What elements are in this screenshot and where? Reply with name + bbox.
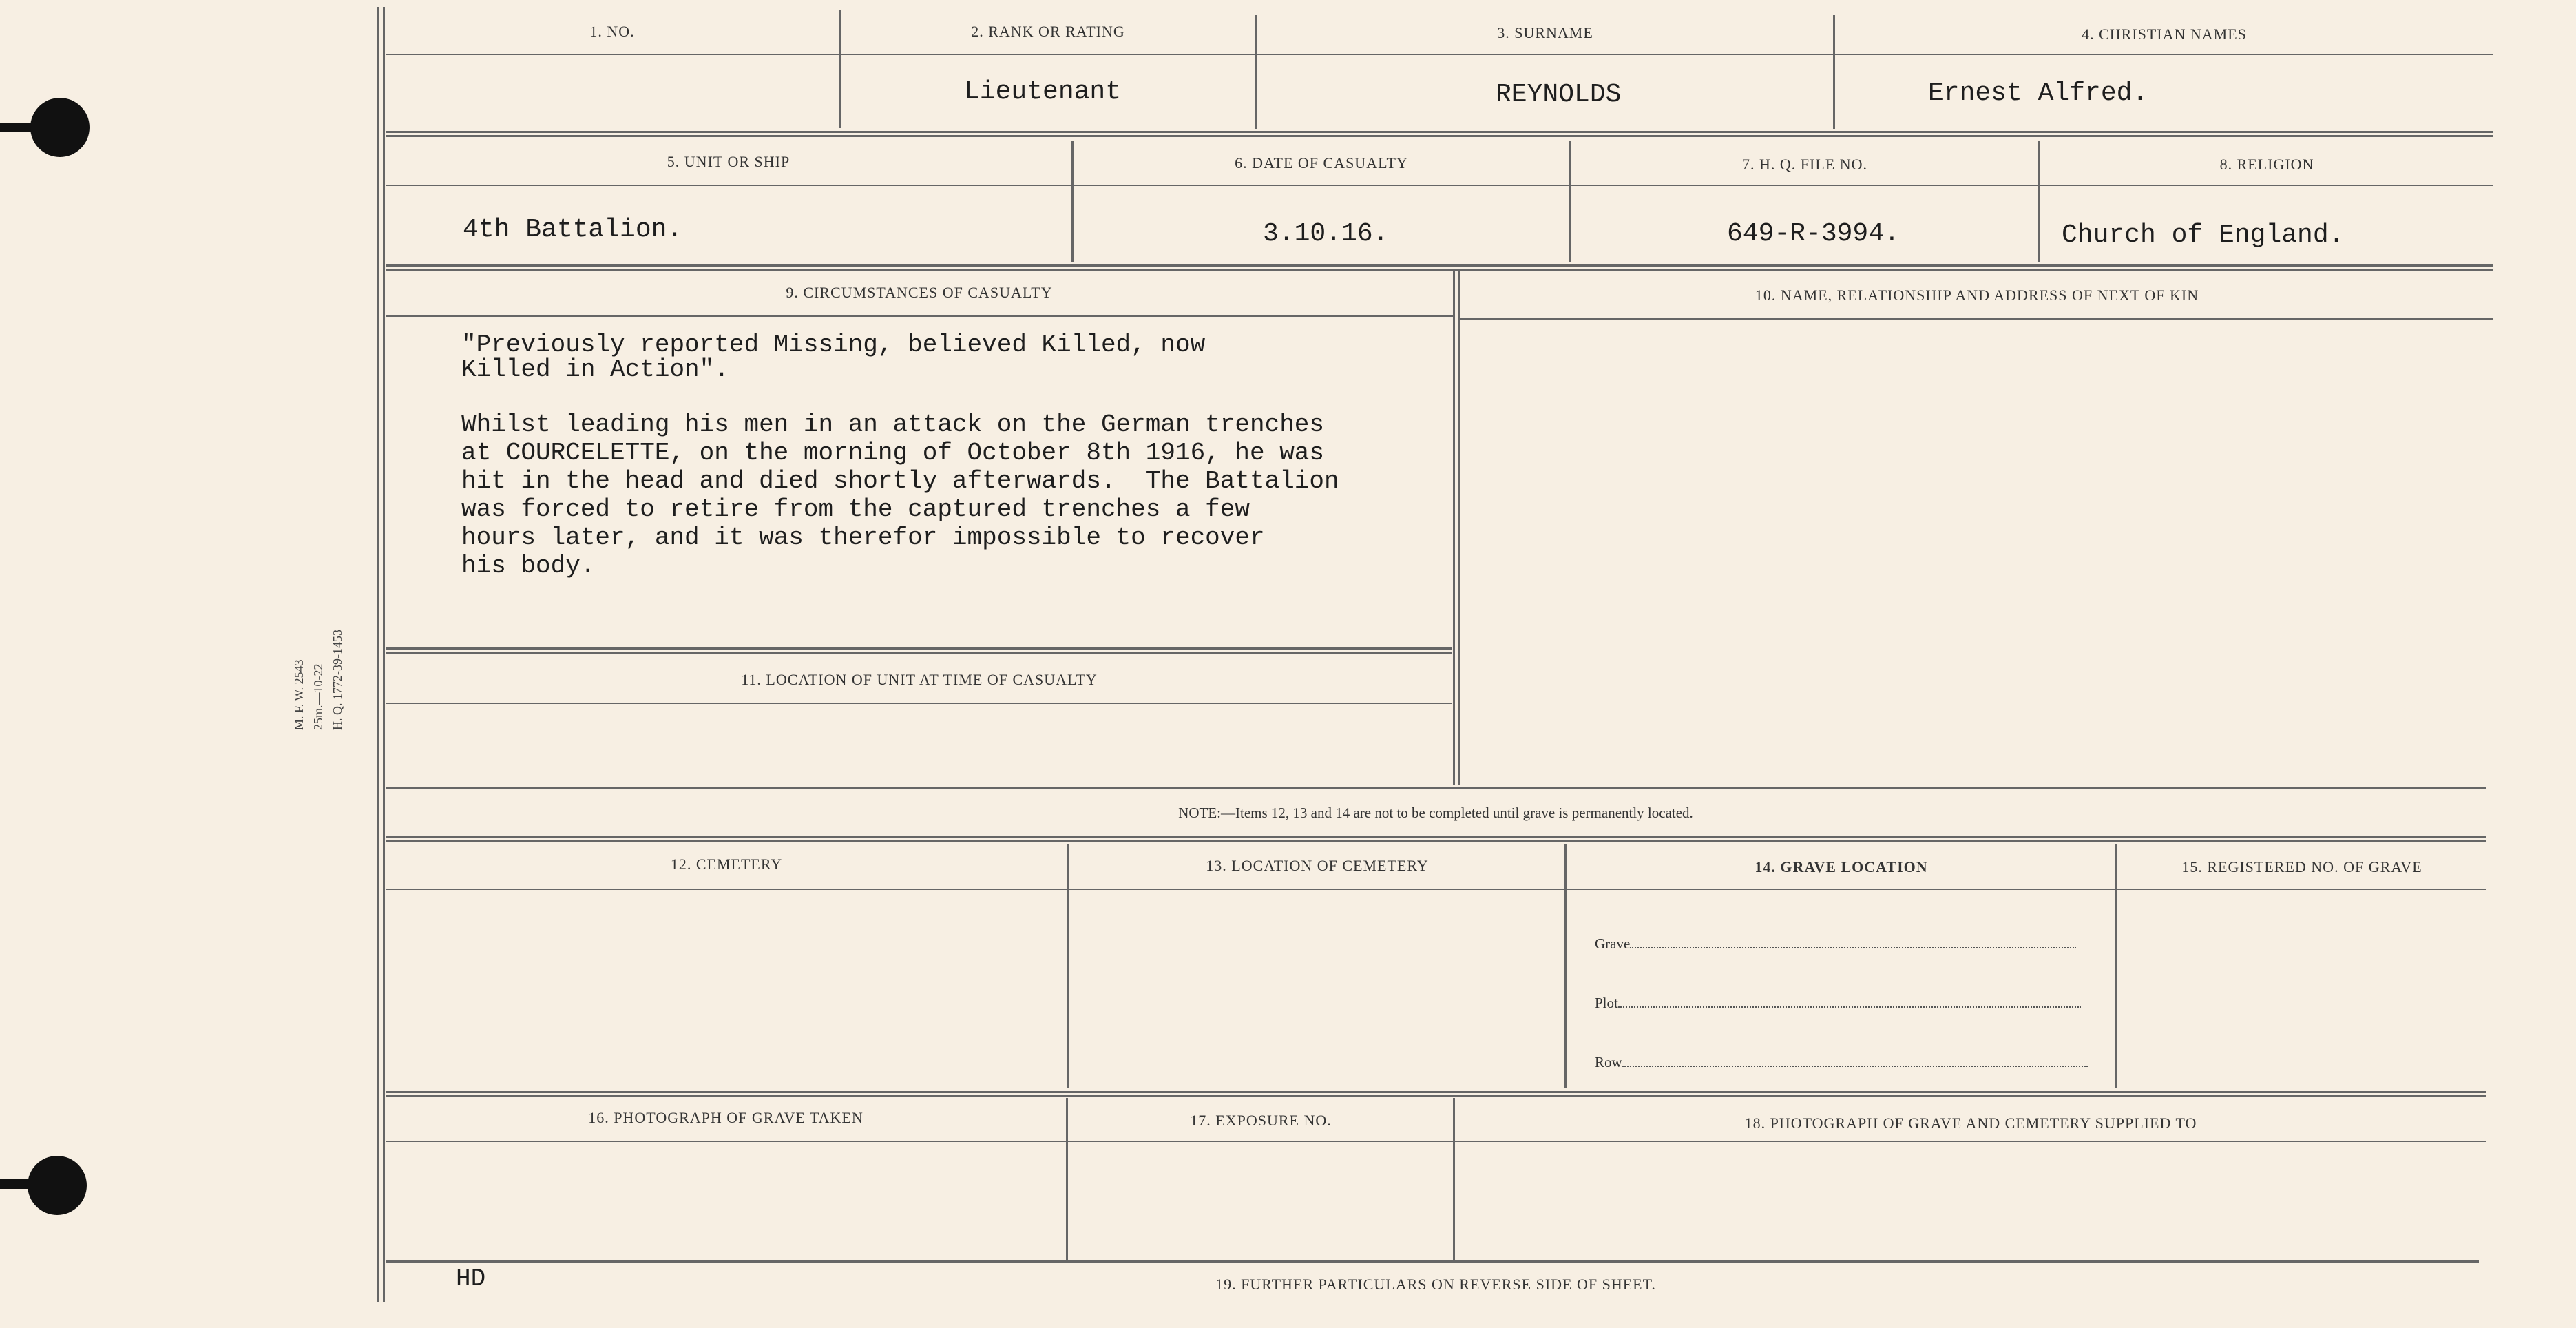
field-14-label: 14. GRAVE LOCATION: [1755, 858, 1928, 875]
row5-divider-1: [1067, 844, 1069, 1088]
field-7-label: 7. H. Q. FILE NO.: [1742, 156, 1867, 173]
note-bottom-rule: [386, 836, 2486, 842]
unit-value: 4th Battalion.: [463, 215, 683, 245]
form-code-line-2: 25m.—10-22: [311, 663, 325, 730]
plot-label: Plot: [1595, 995, 1618, 1011]
row1-bottom-rule: [386, 131, 2493, 137]
row1-header-rule: [386, 54, 2493, 55]
circumstances-line: hours later, and it was therefor impossible to recover: [461, 523, 1265, 552]
note-text: NOTE:—Items 12, 13 and 14 are not to be completed until grave is permanently located.: [1178, 805, 1693, 821]
row6-header-rule: [386, 1141, 2486, 1142]
form-code: [289, 592, 427, 730]
grave-label: Grave: [1595, 935, 1631, 952]
circumstances-line: Killed in Action".: [461, 355, 729, 384]
row6-bottom-rule: [386, 1260, 2479, 1263]
circumstances-line: was forced to retire from the captured trenches a few: [461, 495, 1250, 523]
row2-header-rule: [386, 185, 2493, 186]
binder-hole-top: [30, 98, 90, 157]
field-10-label: 10. NAME, RELATIONSHIP AND ADDRESS OF NEXT OF KIN: [1755, 287, 2199, 304]
row1-divider-1: [839, 10, 841, 128]
circumstances-line: hit in the head and died shortly afterwards. The Battalion: [461, 467, 1339, 495]
row-label: Row: [1595, 1054, 1622, 1070]
row2-divider-1: [1071, 141, 1074, 262]
form-left-border-inner: [383, 7, 385, 1302]
row2-divider-3: [2038, 141, 2040, 262]
field-2-label: 2. RANK OR RATING: [971, 23, 1125, 40]
row3-divider: [1453, 270, 1455, 785]
field-18-label: 18. PHOTOGRAPH OF GRAVE AND CEMETERY SUPPLIED TO: [1744, 1114, 2197, 1132]
next-of-kin-header-rule: [1460, 318, 2493, 320]
hq-file-value: 649-R-3994.: [1727, 219, 1900, 249]
row2-divider-2: [1569, 141, 1571, 262]
initials: HD: [456, 1265, 486, 1293]
row1-divider-2: [1255, 15, 1257, 129]
row5-header-rule: [386, 889, 2486, 890]
field-13-label: 13. LOCATION OF CEMETERY: [1206, 857, 1429, 874]
field-17-label: 17. EXPOSURE NO.: [1190, 1112, 1332, 1129]
circumstances-line: "Previously reported Missing, believed Killed, now: [461, 331, 1206, 359]
field-12-label: 12. CEMETERY: [670, 855, 783, 873]
row3-divider-inner: [1458, 270, 1460, 785]
field-11-label: 11. LOCATION OF UNIT AT TIME OF CASUALTY: [741, 671, 1098, 688]
field-3-label: 3. SURNAME: [1497, 24, 1593, 41]
field-5-label: 5. UNIT OR SHIP: [667, 153, 790, 170]
grave-line: [1595, 935, 2076, 953]
row1-divider-3: [1833, 15, 1835, 129]
field-19-label: 19. FURTHER PARTICULARS ON REVERSE SIDE OF SHEET.: [1215, 1276, 1656, 1293]
row5-divider-2: [1564, 844, 1567, 1088]
field-16-label: 16. PHOTOGRAPH OF GRAVE TAKEN: [588, 1109, 863, 1126]
christian-names-value: Ernest Alfred.: [1928, 79, 2148, 108]
form-code-line-1: M. F. W. 2543: [292, 659, 306, 730]
field-8-label: 8. RELIGION: [2219, 156, 2314, 173]
field-1-label: 1. NO.: [589, 23, 635, 40]
row5-bottom-rule: [386, 1091, 2486, 1097]
field-9-label: 9. CIRCUMSTANCES OF CASUALTY: [786, 284, 1053, 301]
row6-divider-2: [1453, 1098, 1455, 1260]
field-15-label: 15. REGISTERED NO. OF GRAVE: [2181, 858, 2422, 875]
field-11-header-rule: [386, 703, 1452, 704]
binder-hole-bottom: [28, 1156, 87, 1215]
note-top-rule: [386, 787, 2486, 789]
circumstances-line: Whilst leading his men in an attack on the German trenches: [461, 411, 1325, 439]
field-4-label: 4. CHRISTIAN NAMES: [2082, 25, 2247, 43]
circumstances-line: his body.: [461, 552, 596, 580]
row-line: [1595, 1054, 2088, 1071]
rank-value: Lieutenant: [964, 77, 1122, 107]
row6-divider-1: [1066, 1098, 1068, 1260]
circumstances-header-rule: [386, 315, 1453, 317]
religion-value: Church of England.: [2062, 220, 2345, 250]
circumstances-line: at COURCELETTE, on the morning of October 8th 1916, he was: [461, 439, 1325, 467]
row5-divider-3: [2115, 844, 2117, 1088]
field-6-label: 6. DATE OF CASUALTY: [1235, 154, 1408, 172]
form-left-border: [377, 7, 379, 1302]
plot-line: [1595, 995, 2081, 1012]
row2-bottom-rule: [386, 264, 2493, 271]
form-code-line-3: H. Q. 1772-39-1453: [331, 630, 344, 730]
date-of-casualty-value: 3.10.16.: [1263, 219, 1389, 249]
field-11-top-rule: [386, 647, 1452, 654]
surname-value: REYNOLDS: [1496, 80, 1622, 110]
